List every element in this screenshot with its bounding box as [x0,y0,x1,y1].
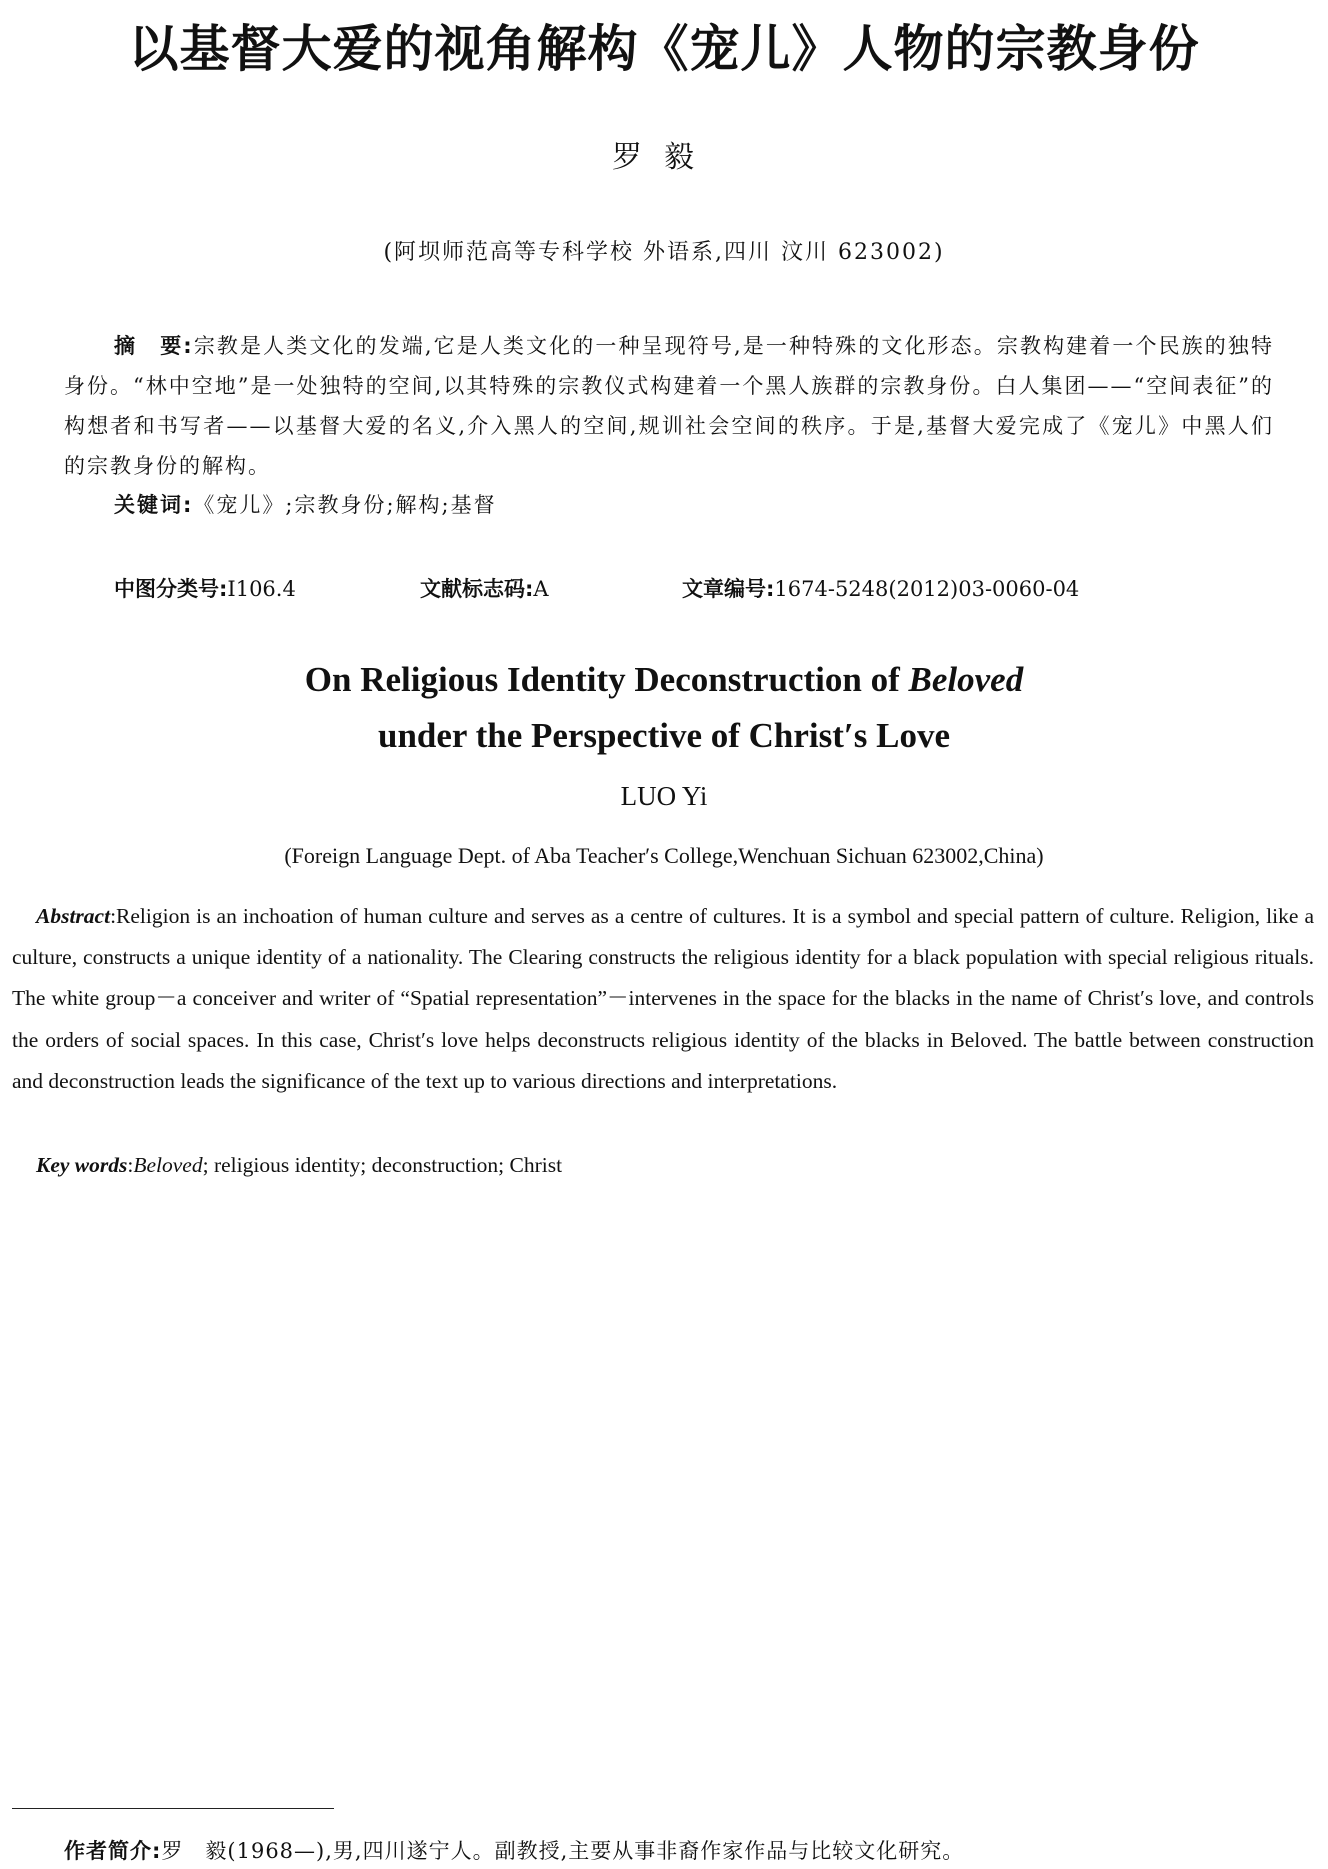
clc-label: 中图分类号: [114,577,228,601]
document-code-label: 文献标志码: [420,577,534,601]
chinese-keywords-label: 关键词: [114,493,194,517]
chinese-keywords-text: 《宠儿》;宗教身份;解构;基督 [193,493,497,517]
english-author: LUO Yi [620,781,708,811]
english-title-line2: under the Perspective of Christ′s Love [377,716,951,755]
chinese-abstract [64,326,1274,486]
chinese-keywords [114,488,497,522]
clc-number [114,572,296,606]
article-number [682,572,1079,606]
author-footnote [64,1834,964,1868]
english-abstract-label: Abstract [36,904,111,928]
english-title-line1 [0,652,1328,708]
document-code-value: A [533,577,549,601]
chinese-title: 以基督大爱的视角解构《宠儿》人物的宗教身份 [128,20,1200,78]
english-title [0,652,1328,764]
footnote-label: 作者简介: [64,1839,162,1863]
chinese-abstract-text: 宗教是人类文化的发端,它是人类文化的一种呈现符号,是一种特殊的文化形态。宗教构建着一个民族的独特身份。“林中空地”是一处独特的空间,以其特殊的宗教仪式构建着一个黑人族群的宗教身份。白人集团——“空间表征”的构想者和书写者——以基督大爱的名义,介入黑人的空间,规训社会空间的秩序。于是,基督大爱完成了《宠儿》中黑人们的宗教身份的解构。 [64,334,1274,478]
clc-value: I106.4 [227,577,296,601]
chinese-author: 罗毅 [612,140,716,175]
document-code [420,572,549,606]
english-affiliation: (Foreign Language Dept. of Aba Teacher′s College,Wenchuan Sichuan 623002,China) [284,843,1044,868]
footnote-text: 罗 毅(1968—),男,四川遂宁人。副教授,主要从事非裔作家作品与比较文化研究。 [161,1839,965,1863]
english-title-prefix: On Religious Identity Deconstruction of [304,660,909,699]
english-keywords-label: Key words [36,1153,128,1177]
english-title-italic: Beloved [908,660,1024,699]
article-number-value: 1674-5248(2012)03-0060-04 [774,577,1080,601]
english-abstract [12,896,1314,1102]
english-keywords-italic: Beloved [133,1153,203,1177]
chinese-affiliation: (阿坝师范高等专科学校 外语系,四川 汶川 623002) [383,240,945,265]
chinese-abstract-label: 摘 要: [114,334,194,358]
english-abstract-text: :Religion is an inchoation of human culture and serves as a centre of cultures. It is a symbol and special pattern of culture. Religion, like a culture, constructs a unique identity of a nationality. The Clearing constructs the religious identity for a black population with special religious rituals. The white group－a conceiver and writer of “Spatial representation”－intervenes in the space for the blacks in the name of Christ′s love, and controls the orders of social spaces. In this case, Christ′s love helps deconstructs religious identity of the blacks in Beloved. The battle between construction and deconstruction leads the significance of the text up to various directions and interpretations. [12,904,1314,1093]
article-number-label: 文章编号: [682,577,775,601]
footnote-divider [12,1808,334,1809]
english-keywords: Key words:Beloved; religious identity; deconstruction; Christ [36,1153,563,1177]
english-keywords-text: ; religious identity; deconstruction; Christ [202,1153,563,1177]
